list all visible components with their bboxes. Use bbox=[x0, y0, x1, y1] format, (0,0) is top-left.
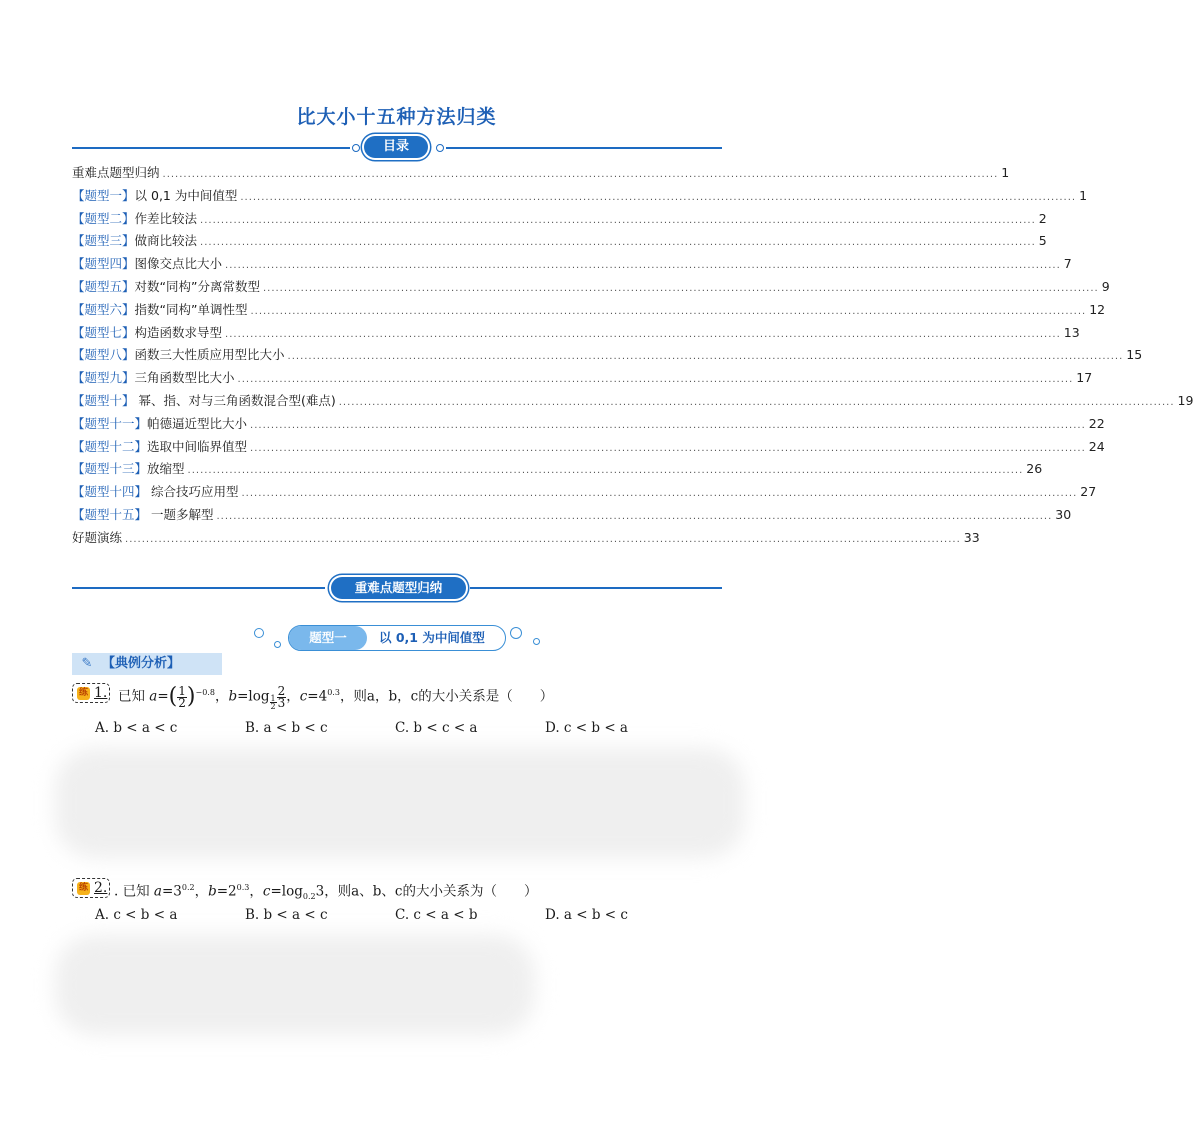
toc-entry[interactable] bbox=[72, 231, 1047, 254]
question-1-option-d: D. c < b < a bbox=[545, 720, 628, 736]
section-rule-right bbox=[470, 587, 722, 589]
toc-entry-label bbox=[72, 414, 247, 432]
toc-entry[interactable] bbox=[72, 209, 1047, 232]
toc-entry-tag: 【题型十】 bbox=[72, 392, 135, 408]
toc-leader-dots: ........................................................................................................................................................................................................ bbox=[240, 191, 1077, 203]
toc-page-number: 2 bbox=[1038, 210, 1047, 226]
toc-entry-tag: 【题型十一】 bbox=[72, 415, 148, 431]
toc-entry[interactable] bbox=[72, 323, 1080, 346]
toc-page-number: 17 bbox=[1076, 370, 1093, 386]
toc-entry[interactable] bbox=[72, 163, 1010, 186]
toc-leader-dots: ........................................................................................................................................................................................................ bbox=[250, 419, 1086, 431]
type-title: 以 0,1 为中间值型 bbox=[379, 630, 485, 645]
rule-line-left bbox=[72, 147, 350, 149]
toc-page-number: 1 bbox=[1001, 165, 1010, 180]
toc-page-number: 26 bbox=[1026, 461, 1043, 477]
toc-entry[interactable] bbox=[72, 391, 1193, 414]
type-banner bbox=[288, 625, 506, 651]
toc-page-number: 30 bbox=[1055, 506, 1072, 522]
toc-entry-label bbox=[72, 186, 237, 204]
toc-page-number: 33 bbox=[963, 529, 980, 545]
toc-page-number: 22 bbox=[1088, 415, 1105, 431]
toc-entry[interactable] bbox=[72, 437, 1105, 460]
toc-entry[interactable] bbox=[72, 505, 1072, 528]
toc-leader-dots: ........................................................................................................................................................................................................ bbox=[216, 510, 1053, 522]
practice-badge-icon: 练 bbox=[78, 883, 88, 893]
toc-entry[interactable] bbox=[72, 277, 1110, 300]
toc-page-number: 9 bbox=[1101, 278, 1110, 294]
toc-entry-label bbox=[72, 437, 247, 455]
section-heading: 重难点题型归纳 bbox=[331, 577, 466, 599]
toc-entry-tag: 【题型八】 bbox=[72, 347, 135, 363]
toc-leader-dots: ........................................................................................................................................................................................................ bbox=[187, 465, 1024, 477]
toc-entry-text: 以 0,1 为中间值型 bbox=[134, 187, 238, 203]
toc-page-number: 19 bbox=[1177, 392, 1193, 408]
toc-entry-text: 选取中间临界值型 bbox=[147, 438, 248, 454]
toc-entry[interactable] bbox=[72, 482, 1097, 505]
rule-line-right bbox=[446, 147, 722, 149]
toc-heading-rule bbox=[72, 136, 722, 160]
type-tag: 题型一 bbox=[289, 626, 367, 650]
blurred-solution bbox=[55, 748, 745, 858]
toc-entry[interactable] bbox=[72, 459, 1043, 482]
toc-entry-label bbox=[72, 528, 122, 546]
toc-entry-label bbox=[72, 323, 222, 341]
rule-dot-right bbox=[436, 144, 444, 152]
toc-entry-label bbox=[72, 459, 185, 477]
question-2-option-d: D. a < b < c bbox=[545, 907, 628, 923]
toc-entry-text: 帕德逼近型比大小 bbox=[147, 415, 248, 431]
toc-entry-label bbox=[72, 482, 239, 500]
question-1-option-c: C. b < c < a bbox=[395, 720, 478, 736]
question-1-option-a: A. b < a < c bbox=[95, 720, 178, 736]
toc-entry-text: 对数“同构”分离常数型 bbox=[134, 278, 260, 294]
toc-entry-tag: 【题型十三】 bbox=[72, 461, 148, 477]
toc-entry[interactable] bbox=[72, 414, 1105, 437]
section-rule-left bbox=[72, 587, 325, 589]
question-number-2: 练 2. bbox=[72, 878, 110, 898]
toc-page-number: 5 bbox=[1038, 233, 1047, 249]
toc-entry-tag: 【题型七】 bbox=[72, 324, 135, 340]
question-2-option-b: B. b < a < c bbox=[245, 907, 328, 923]
toc-leader-dots: ........................................................................................................................................................................................................ bbox=[287, 351, 1124, 363]
toc-entry-label bbox=[72, 345, 285, 363]
toc-entry[interactable] bbox=[72, 528, 980, 551]
toc-entry-label bbox=[72, 300, 247, 318]
decor-bubble bbox=[510, 627, 522, 639]
toc-page-number: 27 bbox=[1080, 484, 1097, 500]
toc-leader-dots: ........................................................................................................................................................................................................ bbox=[262, 282, 1099, 294]
toc-entry-label bbox=[72, 505, 214, 523]
question-2-text: . 已知 $a=3^{0.2}$，$b=2^{0.3}$，$c=\log_{0.2}3$，则a、b、c的大小关系为（ ） bbox=[114, 883, 538, 902]
toc-leader-dots: ........................................................................................................................................................................................................ bbox=[225, 260, 1061, 272]
toc-entry-text: 重难点题型归纳 bbox=[72, 165, 160, 180]
toc-leader-dots: ........................................................................................................................................................................................................ bbox=[200, 237, 1036, 249]
toc-entry-tag: 【题型四】 bbox=[72, 256, 135, 272]
toc-heading: 目录 bbox=[364, 136, 428, 158]
table-of-contents bbox=[72, 163, 1193, 551]
toc-entry-label bbox=[72, 209, 197, 227]
toc-page-number: 13 bbox=[1063, 324, 1080, 340]
toc-entry-text: 作差比较法 bbox=[134, 210, 198, 226]
toc-leader-dots: ........................................................................................................................................................................................................ bbox=[200, 214, 1036, 226]
question-number-1: 练 1. bbox=[72, 683, 110, 703]
toc-entry-text: 做商比较法 bbox=[134, 233, 198, 249]
toc-entry[interactable] bbox=[72, 186, 1088, 209]
toc-entry-text: 图像交点比大小 bbox=[134, 256, 223, 272]
pencil-icon: ✎ bbox=[81, 656, 93, 671]
toc-entry-text: 构造函数求导型 bbox=[134, 324, 223, 340]
toc-leader-dots: ........................................................................................................................................................................................................ bbox=[125, 533, 961, 545]
toc-entry-text: 指数“同构”单调性型 bbox=[134, 301, 248, 317]
toc-entry-label bbox=[72, 254, 222, 272]
toc-entry-label bbox=[72, 391, 336, 409]
toc-leader-dots: ........................................................................................................................................................................................................ bbox=[162, 169, 999, 180]
decor-bubble bbox=[533, 638, 540, 645]
blurred-solution bbox=[55, 935, 535, 1035]
toc-entry-text: 三角函数型比大小 bbox=[134, 370, 235, 386]
toc-entry[interactable] bbox=[72, 368, 1093, 391]
toc-entry[interactable] bbox=[72, 254, 1072, 277]
toc-entry-tag: 【题型一】 bbox=[72, 187, 135, 203]
toc-page-number: 24 bbox=[1088, 438, 1105, 454]
toc-page-number: 12 bbox=[1089, 301, 1106, 317]
toc-leader-dots: ........................................................................................................................................................................................................ bbox=[250, 305, 1087, 317]
toc-leader-dots: ........................................................................................................................................................................................................ bbox=[250, 442, 1086, 454]
toc-page-number: 15 bbox=[1126, 347, 1143, 363]
toc-entry-label bbox=[72, 163, 160, 181]
toc-entry-text: 一题多解型 bbox=[147, 506, 214, 522]
toc-entry-tag: 【题型十五】 bbox=[72, 506, 148, 522]
toc-leader-dots: ........................................................................................................................................................................................................ bbox=[237, 374, 1074, 386]
toc-entry-tag: 【题型十四】 bbox=[72, 484, 148, 500]
toc-page-number: 7 bbox=[1063, 256, 1072, 272]
toc-entry-label bbox=[72, 231, 197, 249]
toc-leader-dots: ........................................................................................................................................................................................................ bbox=[338, 396, 1175, 408]
document-title: 比大小十五种方法归类 bbox=[296, 106, 497, 128]
toc-entry-label bbox=[72, 368, 235, 386]
toc-entry-tag: 【题型二】 bbox=[72, 210, 135, 226]
toc-entry-text: 放缩型 bbox=[147, 461, 185, 477]
practice-badge-icon: 练 bbox=[78, 688, 88, 698]
toc-entry-tag: 【题型三】 bbox=[72, 233, 135, 249]
toc-entry-label bbox=[72, 277, 260, 295]
toc-page-number: 1 bbox=[1079, 187, 1088, 203]
question-1-option-b: B. a < b < c bbox=[245, 720, 328, 736]
decor-bubble bbox=[274, 641, 281, 648]
toc-entry-tag: 【题型五】 bbox=[72, 278, 135, 294]
analysis-label bbox=[72, 653, 222, 675]
question-1-text: 已知 a=( $\frac{1}{2}$ )$^{-0.8}$，b=log $_{\frac{1}{2}}$ $\frac{2}{3}$ ，$c=4^{0.3}$，则a，b，c的大小关系是（ ） bbox=[118, 683, 554, 711]
question-2-option-a: A. c < b < a bbox=[95, 907, 178, 923]
toc-leader-dots: ........................................................................................................................................................................................................ bbox=[225, 328, 1061, 340]
toc-leader-dots: ........................................................................................................................................................................................................ bbox=[241, 488, 1078, 500]
toc-entry-text: 幂、指、对与三角函数混合型(难点) bbox=[134, 392, 336, 408]
toc-entry[interactable] bbox=[72, 345, 1143, 368]
decor-bubble bbox=[254, 628, 264, 638]
toc-entry-tag: 【题型九】 bbox=[72, 370, 135, 386]
rule-dot-left bbox=[352, 144, 360, 152]
toc-entry-text: 好题演练 bbox=[72, 529, 123, 545]
toc-entry[interactable] bbox=[72, 300, 1106, 323]
toc-entry-text: 综合技巧应用型 bbox=[147, 484, 239, 500]
analysis-label-text: 【典例分析】 bbox=[102, 656, 181, 671]
toc-entry-text: 函数三大性质应用型比大小 bbox=[134, 347, 285, 363]
toc-entry-tag: 【题型六】 bbox=[72, 301, 135, 317]
toc-entry-tag: 【题型十二】 bbox=[72, 438, 148, 454]
question-2-option-c: C. c < a < b bbox=[395, 907, 478, 923]
